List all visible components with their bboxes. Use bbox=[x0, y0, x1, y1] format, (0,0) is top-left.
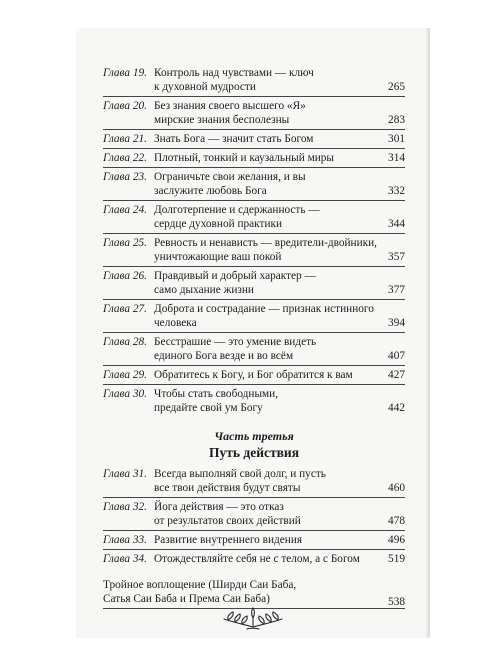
chapter-title-line: само дыхание жизни bbox=[154, 284, 254, 296]
chapter-label: Глава 25. bbox=[103, 237, 147, 249]
divider bbox=[103, 365, 405, 366]
page-number: 427 bbox=[388, 369, 405, 381]
chapter-title-line: Ограничьте свои желания, и вы bbox=[154, 171, 306, 183]
divider bbox=[103, 233, 405, 234]
page-number: 519 bbox=[388, 553, 405, 565]
page-number: 538 bbox=[388, 596, 405, 608]
toc-entry bbox=[103, 302, 405, 333]
page-number: 344 bbox=[388, 218, 405, 230]
chapter-label: Глава 24. bbox=[103, 204, 147, 216]
page-number: 332 bbox=[388, 185, 405, 197]
toc-entry bbox=[103, 99, 405, 130]
toc-entry bbox=[103, 269, 405, 300]
page-number: 407 bbox=[388, 350, 405, 362]
chapter-title-line: Без знания своего высшего «Я» bbox=[154, 100, 306, 112]
appendix-title-line: Сатья Саи Баба и Према Саи Баба) bbox=[103, 593, 270, 605]
divider bbox=[103, 148, 405, 149]
toc-entry bbox=[103, 467, 405, 498]
chapter-title-line: единого Бога везде и во всём bbox=[154, 350, 294, 362]
chapter-label: Глава 30. bbox=[103, 388, 147, 400]
divider bbox=[103, 497, 405, 498]
chapter-label: Глава 33. bbox=[103, 534, 147, 546]
chapter-title-line: Ревность и ненависть — вредители-двойники, bbox=[154, 237, 377, 249]
page-number: 314 bbox=[388, 152, 405, 164]
toc-entry bbox=[103, 500, 405, 531]
chapter-label: Глава 19. bbox=[103, 67, 147, 79]
divider bbox=[103, 96, 405, 97]
divider bbox=[103, 549, 405, 550]
divider bbox=[103, 266, 405, 267]
book-page bbox=[76, 28, 430, 638]
chapter-title-line: Отождествляйте себя не с телом, а с Богом bbox=[154, 553, 360, 565]
chapter-title-line: человека bbox=[154, 317, 197, 329]
page-number: 478 bbox=[388, 515, 405, 527]
laurel-ornament-icon bbox=[218, 605, 288, 631]
appendix-title-line: Тройное воплощение (Ширди Саи Баба, bbox=[103, 579, 297, 591]
chapter-title-line: мирские знания бесполезны bbox=[154, 114, 290, 126]
divider bbox=[103, 167, 405, 168]
chapter-title-line: уничтожающие ваш покой bbox=[154, 251, 282, 263]
toc-entry bbox=[103, 533, 405, 550]
toc-entry bbox=[103, 552, 405, 566]
chapter-label: Глава 21. bbox=[103, 133, 147, 145]
chapter-title-line: Всегда выполняй свой долг, и пусть bbox=[154, 468, 326, 480]
toc-entry bbox=[103, 203, 405, 234]
toc-entry bbox=[103, 170, 405, 201]
toc-entry bbox=[103, 132, 405, 149]
page-number: 301 bbox=[388, 133, 405, 145]
page-number: 265 bbox=[388, 81, 405, 93]
chapter-title-line: Контроль над чувствами — ключ bbox=[154, 67, 314, 79]
chapter-label: Глава 20. bbox=[103, 100, 147, 112]
page-number: 496 bbox=[388, 534, 405, 546]
chapter-label: Глава 34. bbox=[103, 553, 147, 565]
part-header bbox=[103, 429, 405, 461]
page-edge bbox=[425, 28, 430, 638]
chapter-label: Глава 29. bbox=[103, 369, 147, 381]
divider bbox=[103, 129, 405, 130]
chapter-title-line: Йога действия — это отказ bbox=[154, 501, 284, 513]
chapter-label: Глава 22. bbox=[103, 152, 147, 164]
chapter-title-line: Обратитесь к Богу, и Бог обратится к вам bbox=[154, 369, 353, 381]
page-number: 394 bbox=[388, 317, 405, 329]
toc-entry bbox=[103, 387, 405, 415]
toc-entry bbox=[103, 335, 405, 366]
divider bbox=[103, 332, 405, 333]
chapter-title-line: заслужите любовь Бога bbox=[154, 185, 267, 197]
chapter-title-line: Знать Бога — значит стать Богом bbox=[154, 133, 314, 145]
chapter-title-line: предайте свой ум Богу bbox=[154, 402, 263, 414]
chapter-label: Глава 31. bbox=[103, 468, 147, 480]
chapter-title-line: Чтобы стать свободными, bbox=[154, 388, 279, 400]
chapter-title-line: сердце духовной практики bbox=[154, 218, 283, 230]
chapter-title-line: Плотный, тонкий и каузальный миры bbox=[154, 152, 335, 164]
page-number: 460 bbox=[388, 482, 405, 494]
chapter-label: Глава 27. bbox=[103, 303, 147, 315]
chapter-title-line: к духовной мудрости bbox=[154, 81, 256, 93]
chapter-title-line: от результатов своих действий bbox=[154, 515, 301, 527]
chapter-label: Глава 23. bbox=[103, 171, 147, 183]
page-number: 442 bbox=[388, 402, 405, 414]
divider bbox=[103, 384, 405, 385]
toc-entry bbox=[103, 236, 405, 267]
chapter-title-line: Долготерпение и сдержанность — bbox=[154, 204, 320, 216]
table-of-contents bbox=[103, 66, 405, 609]
page-number: 377 bbox=[388, 284, 405, 296]
chapter-title-line: Правдивый и добрый характер — bbox=[154, 270, 316, 282]
toc-entry bbox=[103, 151, 405, 168]
divider bbox=[103, 299, 405, 300]
divider bbox=[103, 200, 405, 201]
chapter-title-line: Доброта и сострадание — признак истинного bbox=[154, 303, 374, 315]
divider bbox=[103, 530, 405, 531]
chapter-title-line: все твои действия будут святы bbox=[154, 482, 301, 494]
chapter-title-line: Развитие внутреннего видения bbox=[154, 534, 303, 546]
toc-entry bbox=[103, 368, 405, 385]
chapter-title-line: Бесстрашие — это умение видеть bbox=[154, 336, 317, 348]
toc-entry bbox=[103, 66, 405, 97]
chapter-label: Глава 32. bbox=[103, 501, 147, 513]
chapter-label: Глава 28. bbox=[103, 336, 147, 348]
chapter-label: Глава 26. bbox=[103, 270, 147, 282]
part-title: Путь действия bbox=[209, 445, 299, 460]
page-number: 283 bbox=[388, 114, 405, 126]
part-label: Часть третья bbox=[214, 429, 294, 443]
page-number: 357 bbox=[388, 251, 405, 263]
